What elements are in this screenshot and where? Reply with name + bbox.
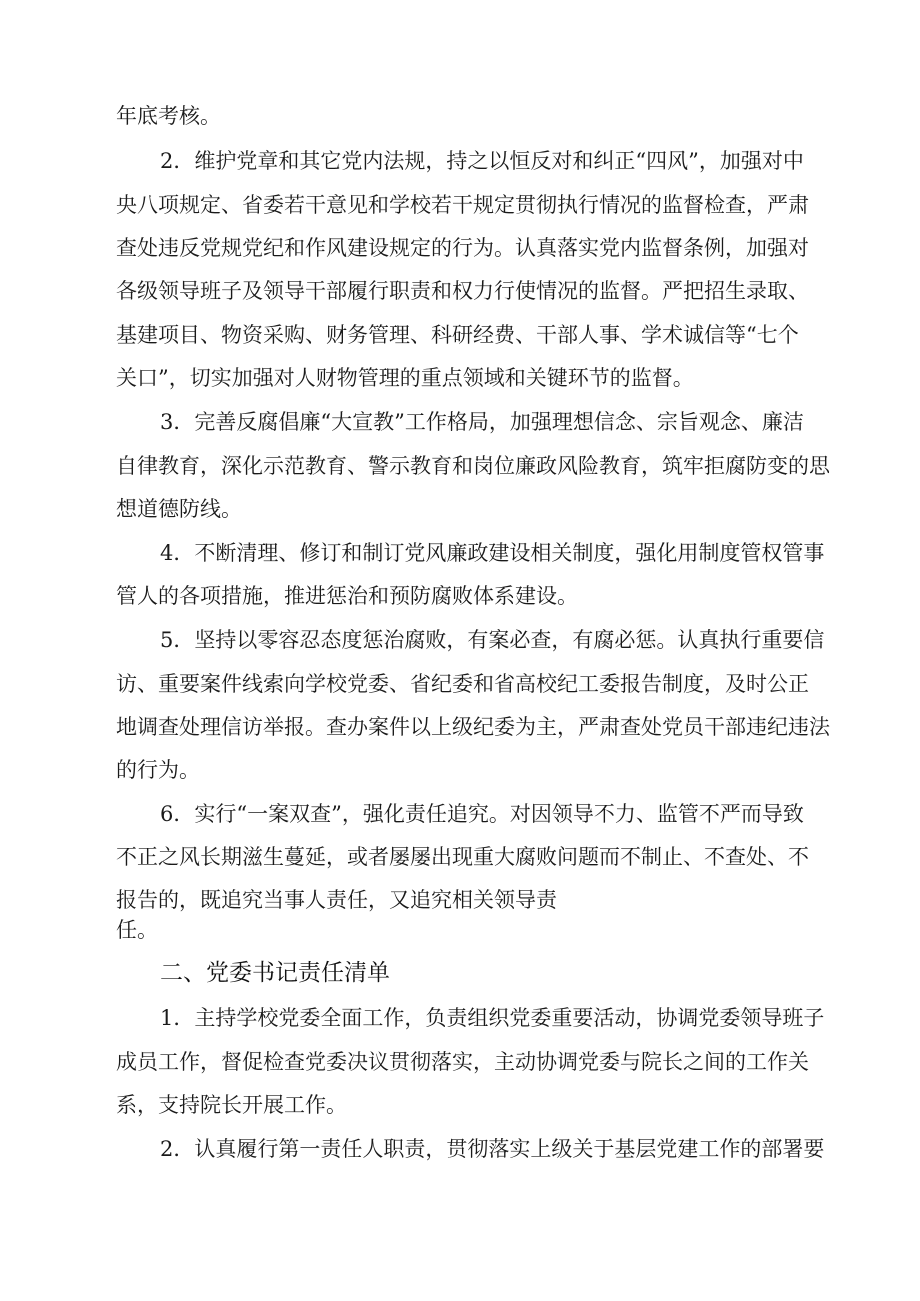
paragraph-6-line-1: 6．实行“一案双查”，强化责任追究。对因领导不力、监管不严而导致 [160, 802, 804, 826]
paragraph-6-line-3: 报告的，既追究当事人责任，又追究相关领导责 [116, 888, 557, 912]
paragraph-2-line-3: 查处违反党规党纪和作风建设规定的行为。认真落实党内监督条例，加强对 [116, 236, 809, 260]
section-2-item-2-line-1: 2．认真履行第一责任人职责，贯彻落实上级关于基层党建工作的部署要 [160, 1137, 825, 1161]
section-heading: 二、党委书记责任清单 [160, 960, 390, 986]
paragraph-2-line-4: 各级领导班子及领导干部履行职责和权力行使情况的监督。严把招生录取、 [116, 279, 809, 303]
paragraph-4-line-1: 4．不断清理、修订和制订党风廉政建设相关制度，强化用制度管权管事 [160, 541, 825, 565]
paragraph-2-line-6: 关口”，切实加强对人财物管理的重点领域和关键环节的监督。 [116, 366, 694, 390]
paragraph-6-line-2: 不正之风长期滋生蔓延，或者屡屡出现重大腐败问题而不制止、不查处、不 [116, 845, 809, 869]
paragraph-2-line-5: 基建项目、物资采购、财务管理、科研经费、干部人事、学术诚信等“七个 [116, 323, 799, 347]
paragraph-3-line-2: 自律教育，深化示范教育、警示教育和岗位廉政风险教育，筑牢拒腐防变的思 [116, 454, 830, 478]
paragraph-3-line-3: 想道德防线。 [116, 497, 242, 521]
paragraph-2-line-2: 央八项规定、省委若干意见和学校若干规定贯彻执行情况的监督检查，严肃 [116, 193, 809, 217]
paragraph-5-line-3: 地调查处理信访举报。查办案件以上级纪委为主，严肃查处党员干部违纪违法 [116, 715, 830, 739]
paragraph-6-line-4: 任。 [116, 918, 158, 942]
paragraph-5-line-4: 的行为。 [116, 758, 200, 782]
paragraph-2-line-1: 2．维护党章和其它党内法规，持之以恒反对和纠正“四风”，加强对中 [160, 149, 804, 173]
text-line: 年底考核。 [116, 104, 221, 128]
paragraph-4-line-2: 管人的各项措施，推进惩治和预防腐败体系建设。 [116, 584, 578, 608]
paragraph-5-line-1: 5．坚持以零容忍态度惩治腐败，有案必查，有腐必惩。认真执行重要信 [160, 628, 825, 652]
section-2-item-1-line-3: 系，支持院长开展工作。 [116, 1093, 347, 1117]
section-2-item-1-line-2: 成员工作，督促检查党委决议贯彻落实，主动协调党委与院长之间的工作关 [116, 1050, 809, 1074]
paragraph-3-line-1: 3．完善反腐倡廉“大宣教”工作格局，加强理想信念、宗旨观念、廉洁 [160, 410, 804, 434]
section-2-item-1-line-1: 1．主持学校党委全面工作，负责组织党委重要活动，协调党委领导班子 [160, 1006, 825, 1030]
paragraph-5-line-2: 访、重要案件线索向学校党委、省纪委和省高校纪工委报告制度，及时公正 [116, 672, 809, 696]
